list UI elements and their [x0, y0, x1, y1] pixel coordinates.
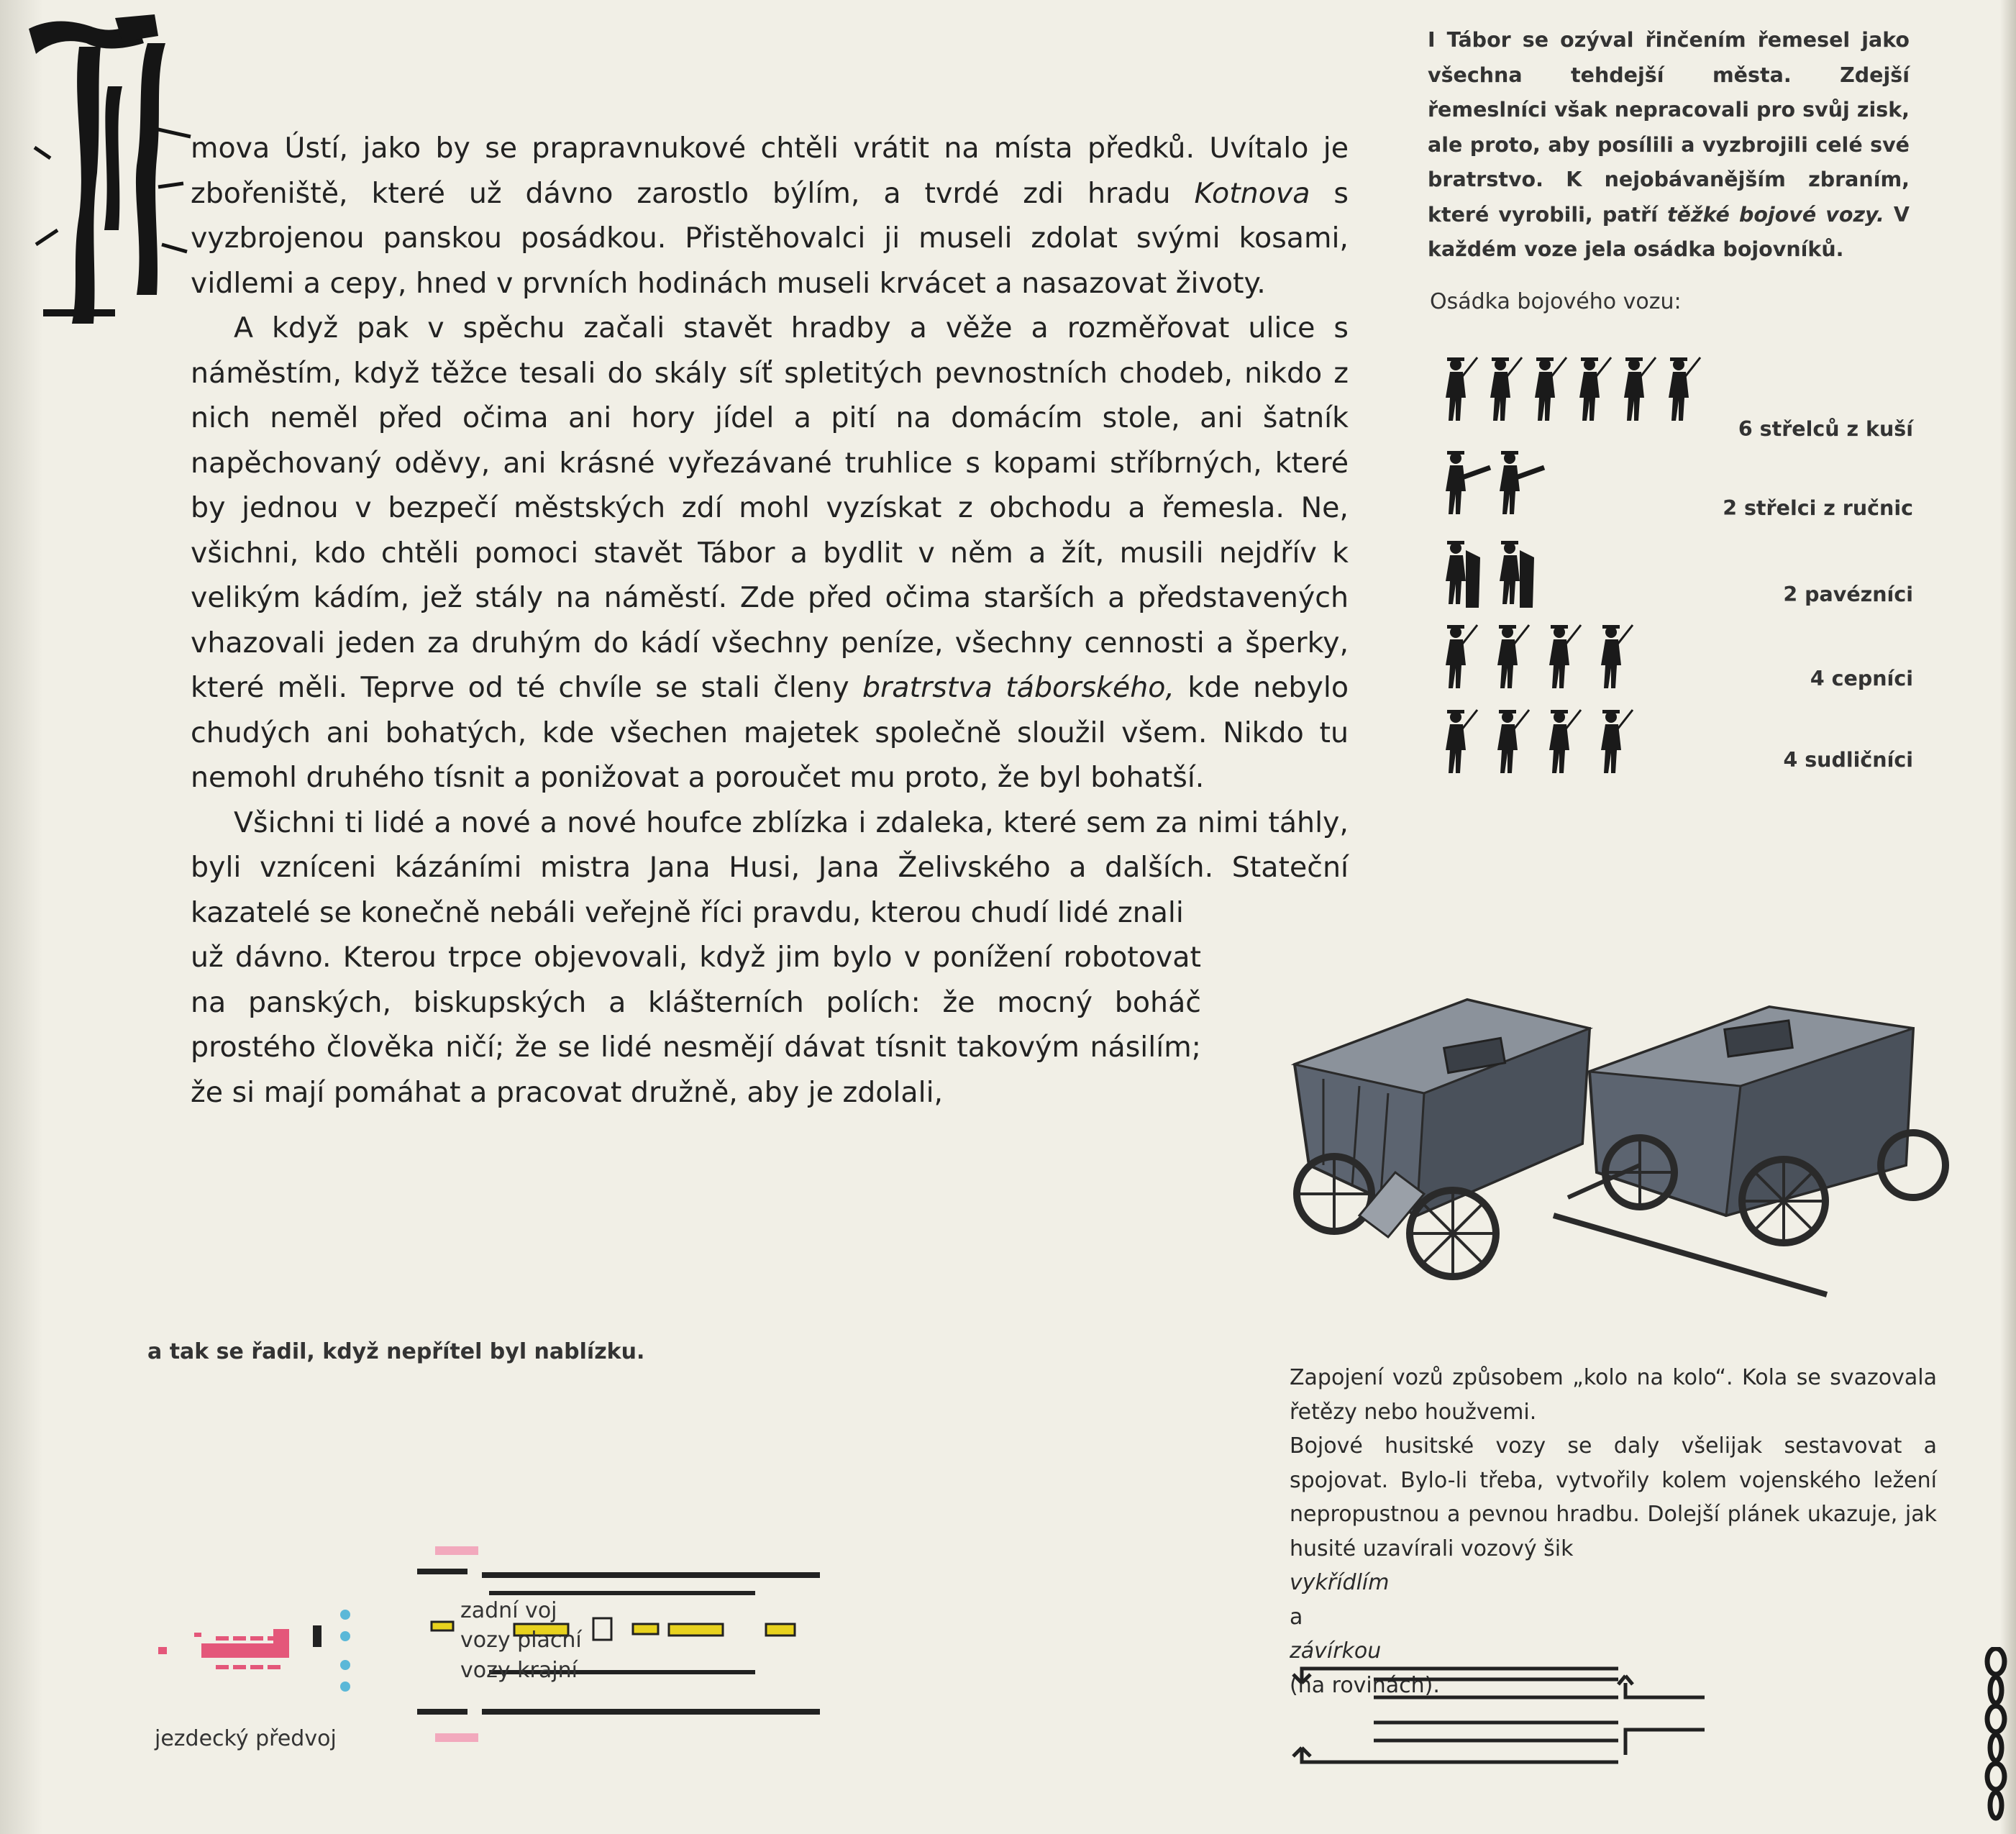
wagon-right	[1554, 1007, 1946, 1295]
label-inner-wagons: vozy placní	[460, 1628, 582, 1653]
crew-figure	[1446, 357, 1477, 421]
zavirkou-italic: závírkou	[1290, 1638, 1382, 1664]
battle-wagons-illustration	[1280, 978, 1971, 1309]
wagon-formation-diagram	[144, 1518, 1007, 1769]
crew-row-halberdiers	[1424, 705, 1913, 784]
vykridlim-italic: vykřídlím	[1290, 1570, 1390, 1595]
crew-label-flailmen: 4 cepníci	[1810, 667, 1913, 690]
crew-figure	[1500, 541, 1534, 608]
crew-row-flailmen	[1424, 620, 1913, 699]
crew-row-shield-bearers	[1424, 536, 1913, 615]
kotnov-italic: Kotnova	[1194, 176, 1310, 210]
label-rear-guard: zadní voj	[460, 1598, 557, 1623]
paragraph-2: A když pak v spěchu začali stavět hradby a věže a rozměřovat ulice s náměstím, když těžce tesali do skály síť spletitých pevnostních chodeb, nikdo z nich neměl před očima ani hory jídel a pití na domácím stole, ani šatník napěchovaný oděvy, ani krásné vyřezávané truhlice s kopami stříbrných, které by jednou v bezpečí městských zdí mohl vyzískat z obchodu a řemesla. Ne, všichni, kdo chtěli pomoci stavět Tábor a bydlit v něm a žít, musili nejdřív k velikým kádím, jež stály na náměstí. Zde před očima starších a představených vhazovali jeden za druhým do kádí všechny peníze, všechny cennosti a šperky, které měli. Teprve od té chvíle se stali členy bratrstva táborského, kde nebylo chudých ani bohatých, kde všechen majetek společně sloužil všem. Nikdo tu nemohl druhého tísnit a ponižovat a poroučet mu proto, že byl bohatší.	[191, 311, 1349, 794]
crew-label-halberdiers: 4 sudličníci	[1783, 748, 1913, 772]
decorative-dropcap-t	[29, 14, 209, 331]
crew-label-crossbowmen: 6 střelců z kuší	[1738, 417, 1913, 441]
crew-label-shield-bearers: 2 pavézníci	[1783, 583, 1913, 606]
closed-formation-plan	[1287, 1654, 1719, 1776]
wagon-caption	[1290, 1361, 1937, 1702]
wagon-intro-text: I Tábor se ozýval řinčením řemesel jako všechna tehdejší města. Zdejší řemeslníci však nepracovali pro svůj zisk, ale proto, aby posílili a vyzbrojili celé své bratrstvo. K nejobávanějším zbraním, které vyrobili, patří těžké bojové vozy. V každém voze jela osádka bojovníků.	[1428, 28, 1910, 261]
crew-figure	[1446, 541, 1480, 608]
crew-figure	[1446, 710, 1477, 773]
formation-caption: a tak se řadil, když nepřítel byl nablízku.	[147, 1339, 645, 1364]
crew-figure	[1490, 357, 1522, 421]
label-cavalry-vanguard: jezdecký předvoj	[155, 1726, 337, 1751]
flailmen-figures	[1424, 620, 1726, 699]
crew-figure	[1549, 625, 1581, 688]
crew-row-gunners	[1424, 446, 1913, 525]
caption-line-2: Bojové husitské vozy se daly všelijak sestavovat a spojovat. Bylo-li třeba, vytvořily kolem vojenského ležení nepropustnou a pevnou hradbu. Dolejší plánek ukazuje, jak husité uzavírali vozový šik vykřídlím a závírkou (na rovinách).	[1290, 1433, 1937, 1698]
crew-figure	[1601, 710, 1633, 773]
main-story-text	[191, 126, 1349, 1115]
scouts	[313, 1610, 350, 1692]
caption-line-1: Zapojení vozů způsobem „kolo na kolo“. Kola se svazovala řetězy nebo houžvemi.	[1290, 1365, 1937, 1425]
crew-figure	[1549, 710, 1581, 773]
wagon-left	[1295, 1000, 1589, 1277]
crew-figure	[1535, 357, 1566, 421]
cavalry-vanguard	[158, 1629, 289, 1669]
crew-row-crossbowmen	[1424, 352, 1913, 441]
paragraph-3a: Všichni ti lidé a nové a nové houfce zblízka i zdaleka, které sem za nimi táhly, byli vzníceni kázáními mistra Jana Husi, Jana Želivského a dalších. Stateční kazatelé se konečně nebáli veřejně říci pravdu, kterou chudí lidé znali	[191, 806, 1349, 929]
crew-title: Osádka bojového vozu:	[1430, 289, 1682, 314]
crew-figure	[1497, 710, 1529, 773]
paragraph-3b: už dávno. Kterou trpce objevovali, když jim bylo v ponížení robotovat na panských, biskupských a klášterních polích: že mocný boháč prostého člověka ničí; že se lidé nesmějí dávat tísnit takovým násilím; že si mají pomáhat a pracovat družně, aby je zdolali,	[191, 941, 1201, 1109]
bratrstvo-italic: bratrstva táborského,	[862, 671, 1175, 704]
crew-figure	[1601, 625, 1633, 688]
page-right-edge	[2000, 0, 2016, 1834]
label-outer-wagons: vozy krajní	[460, 1658, 578, 1683]
crossbowmen-figures	[1424, 352, 1726, 432]
crew-figure	[1579, 357, 1611, 421]
crew-figure	[1497, 625, 1529, 688]
crew-figure	[1446, 451, 1490, 514]
gunners-figures	[1424, 446, 1726, 525]
crew-figure	[1669, 357, 1700, 421]
crew-figure	[1446, 625, 1477, 688]
paragraph-1: mova Ústí, jako by se prapravnukové chtěli vrátit na místa předků. Uvítalo je zbořeniště, které už dávno zarostlo býlím, a tvrdé zdi hradu Kotnova s vyzbrojenou panskou posádkou. Přistěhovalci ji museli zdolat svými kosami, vidlemi a cepy, hned v prvních hodinách museli krvácet a nasazovat životy.	[191, 132, 1349, 300]
shield-bearers-figures	[1424, 536, 1726, 615]
crew-figure	[1500, 451, 1544, 514]
halberdiers-figures	[1424, 705, 1726, 784]
decorative-chain	[1978, 1647, 2010, 1834]
crew-figure	[1624, 357, 1656, 421]
crew-label-gunners: 2 střelci z ručnic	[1723, 496, 1913, 520]
tezke-vozy-italic: těžké bojové vozy.	[1667, 202, 1884, 227]
